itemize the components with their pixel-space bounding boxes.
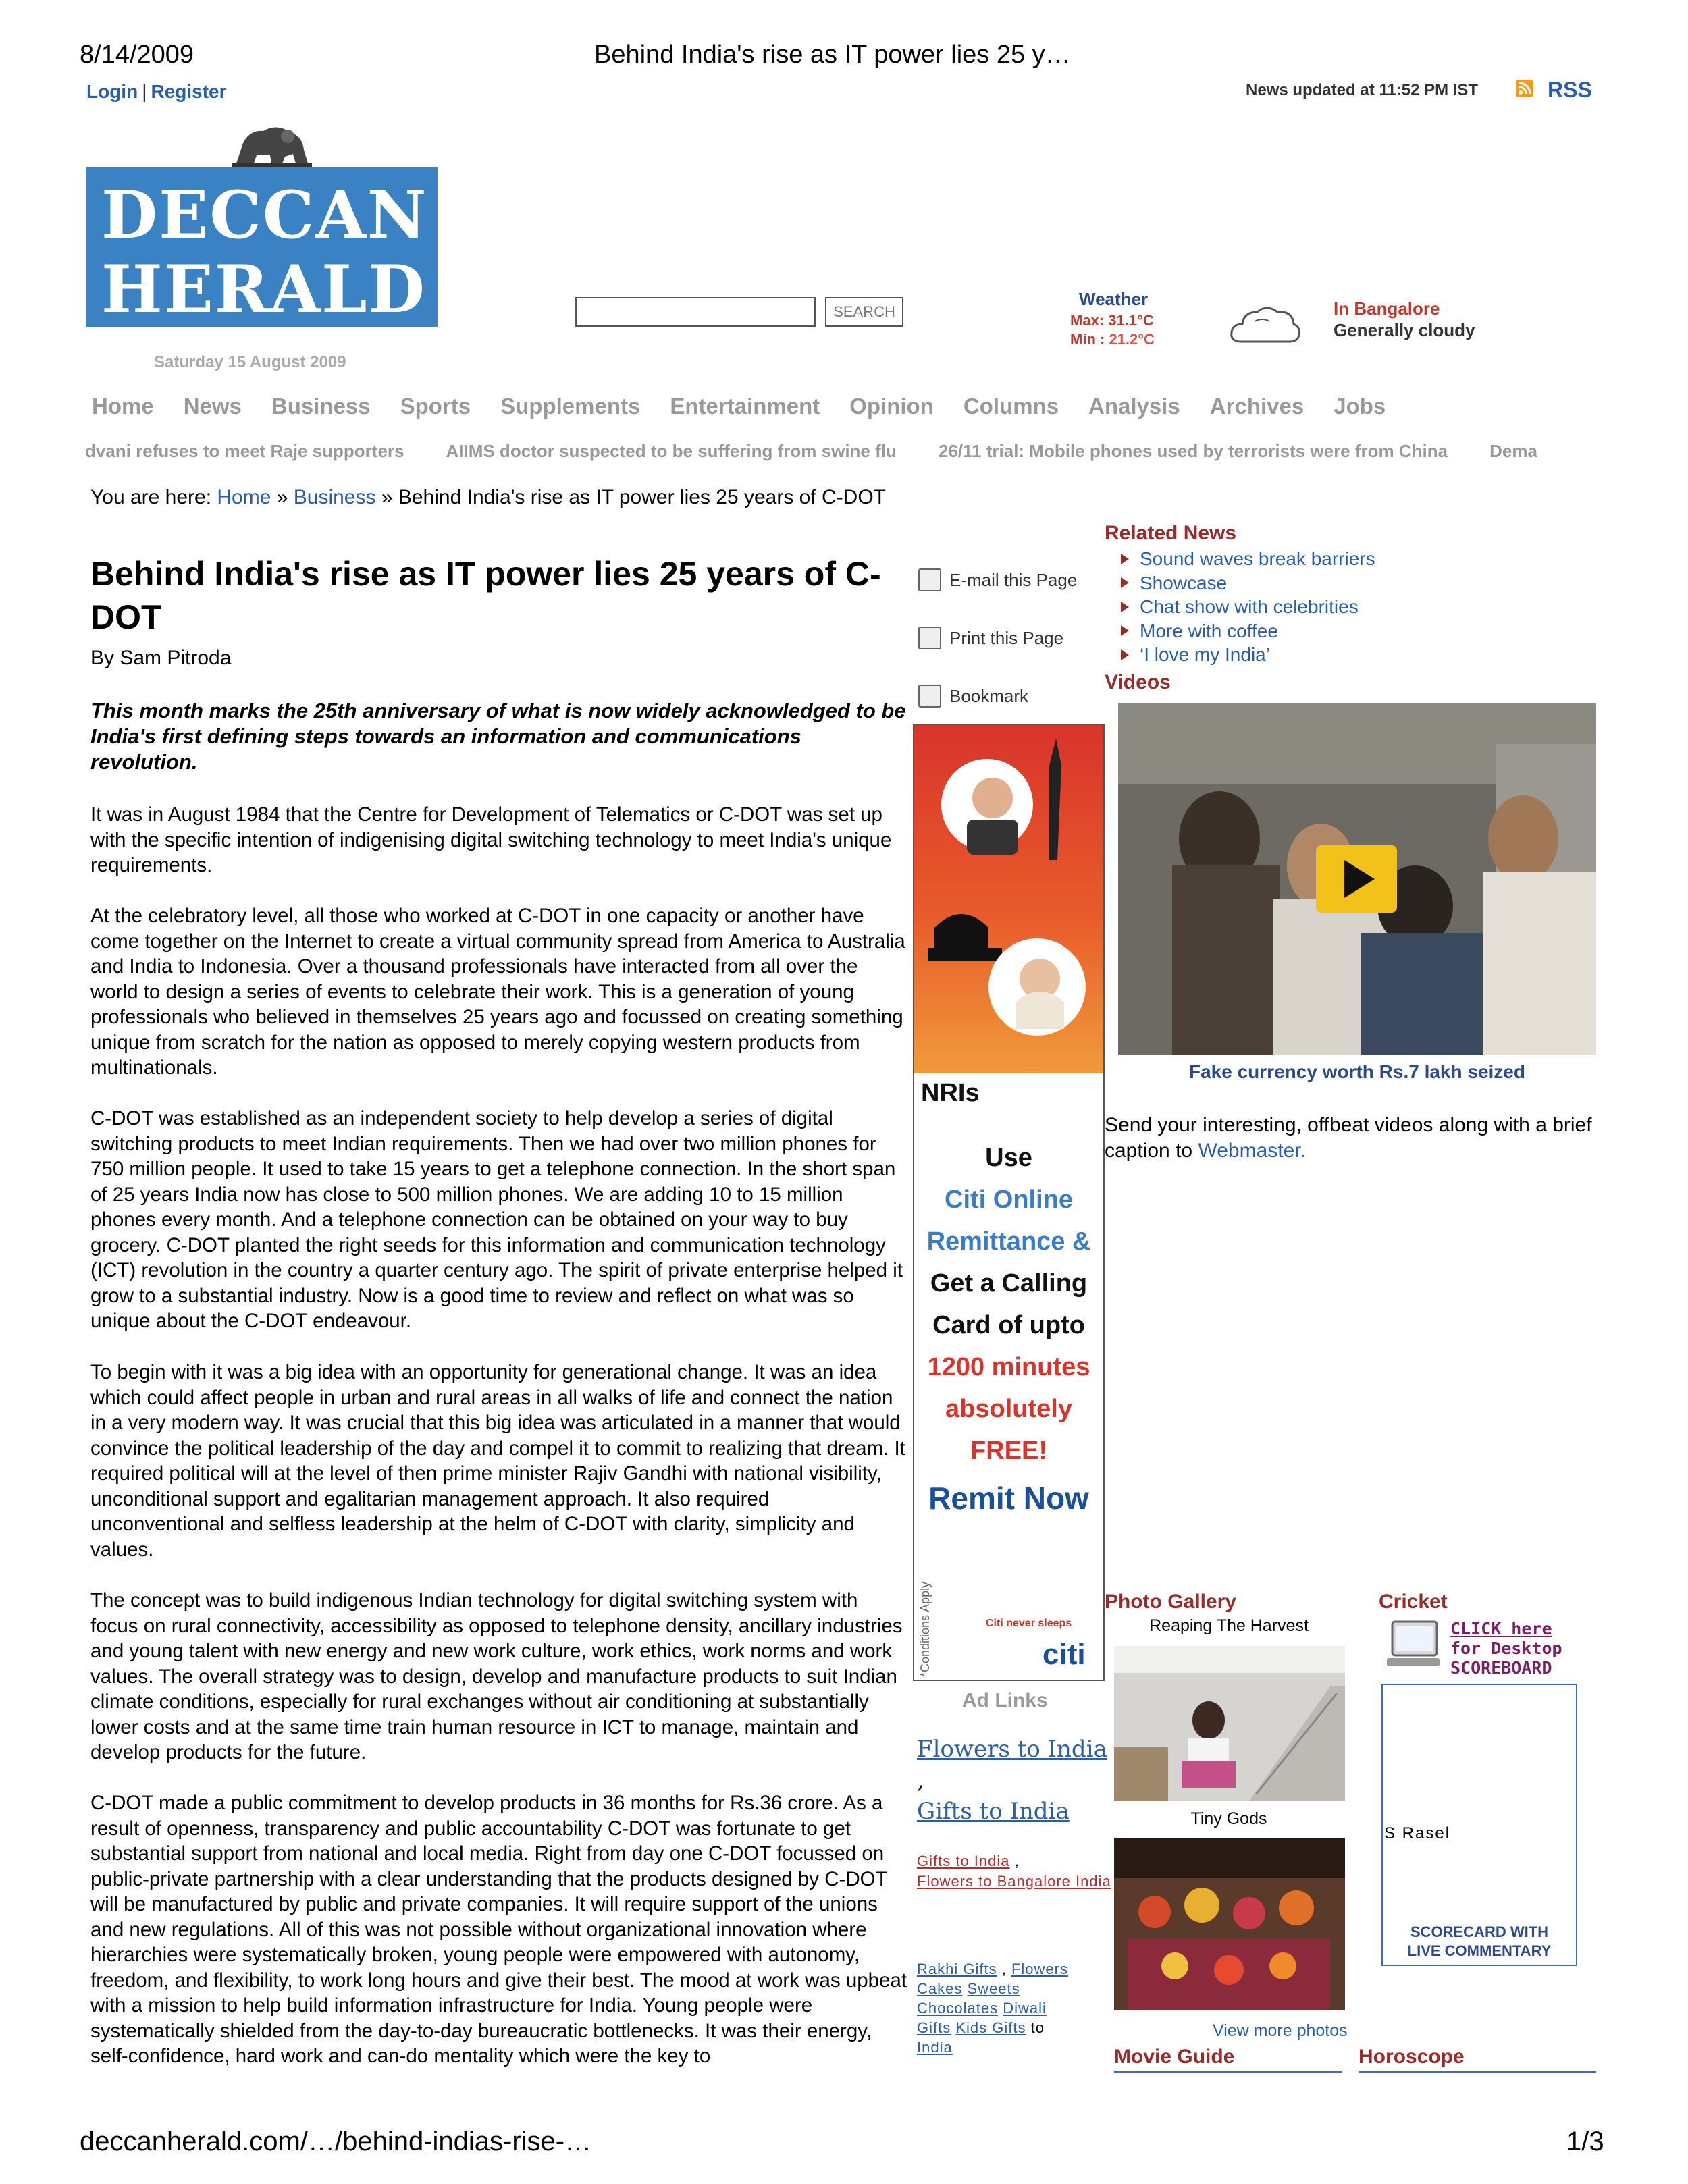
ad-link[interactable]: Gifts to India: [917, 1853, 1010, 1869]
citi-ad-banner[interactable]: [913, 724, 1105, 1681]
weather-desc: Generally cloudy: [1334, 320, 1475, 340]
nav-business[interactable]: Business: [271, 394, 371, 419]
movie-guide-title[interactable]: Movie Guide: [1114, 2046, 1235, 2068]
breadcrumb-business[interactable]: Business: [293, 486, 376, 508]
nav-sports[interactable]: Sports: [400, 394, 471, 419]
nav-archives[interactable]: Archives: [1209, 394, 1304, 419]
ad-links-group: Flowers to India , Gifts to India: [917, 1736, 1107, 1825]
related-news-item[interactable]: Chat show with celebrities: [1121, 595, 1375, 619]
ad-copy: Use Citi Online Remittance & Get a Calling Card of upto 1200 minutes absolutely FREE! Remit Now: [914, 1137, 1103, 1519]
weather-title: Weather: [1079, 289, 1149, 309]
webmaster-link[interactable]: Webmaster.: [1198, 1140, 1306, 1162]
email-icon: [918, 568, 941, 591]
arrow-icon: [1121, 649, 1129, 660]
arrow-icon: [1121, 554, 1129, 564]
weather-max: Max: 31.1°C: [1070, 312, 1154, 329]
related-news-item[interactable]: Sound waves break barriers: [1121, 547, 1375, 571]
news-ticker: [85, 441, 1607, 462]
weather-min: Min : 21.2°C: [1070, 331, 1155, 348]
article-paragraph: To begin with it was a big idea with an opportunity for generational change. It was an idea which could affect people in urban and rural areas in all walks of life and connect the nation in a very modern way. It was crucial that this big idea was articulated in a manner that would convince the political leadership of the day and compel it to commit to realizing that dream. It required political will at the level of then prime minister Rajiv Gandhi with national visibility, unconditional support and egalitarian management approach. It also required unconventional and selfless leadership at the helm of C-DOT with clarity, simplicity and values.: [90, 1361, 905, 1561]
cricket-player-name: S Rasel: [1384, 1824, 1451, 1842]
nav-analysis[interactable]: Analysis: [1088, 394, 1180, 419]
bookmark-button[interactable]: Bookmark: [918, 685, 1028, 708]
ad-links-group: Gifts to India , Flowers to Bangalore India: [917, 1853, 1111, 1890]
printer-icon: [918, 627, 941, 649]
videos-title: Videos: [1105, 671, 1171, 693]
article-byline: By Sam Pitroda: [90, 647, 232, 669]
divider: [1359, 2071, 1596, 2073]
nav-jobs[interactable]: Jobs: [1334, 394, 1386, 419]
remit-now-link[interactable]: Remit Now: [928, 1481, 1089, 1516]
ad-tagline: Citi never sleeps: [986, 1618, 1072, 1629]
desktop-scoreboard-link[interactable]: CLICK here for Desktop SCOREBOARD: [1450, 1619, 1562, 1678]
email-page-button[interactable]: E-mail this Page: [918, 568, 1077, 591]
logo-text-top: DECCAN: [101, 177, 428, 253]
ad-link[interactable]: Flowers to Bangalore India: [917, 1873, 1111, 1890]
related-news-item[interactable]: More with coffee: [1121, 619, 1375, 643]
ad-links-title: Ad Links: [962, 1689, 1048, 1711]
ad-link[interactable]: Diwali: [1003, 2000, 1047, 2017]
nav-supplements[interactable]: Supplements: [500, 394, 641, 419]
horoscope-title[interactable]: Horoscope: [1359, 2046, 1465, 2068]
nav-opinion[interactable]: Opinion: [849, 394, 934, 419]
news-updated: News updated at 11:52 PM IST: [1246, 81, 1479, 99]
ticker-item[interactable]: 26/11 trial: Mobile phones used by terrorists were from China: [938, 441, 1448, 461]
ad-illustration: [914, 725, 1103, 1073]
breadcrumb: You are here: Home » Business » Behind India's rise as IT power lies 25 years of C-DOT: [90, 486, 886, 508]
ad-link[interactable]: Rakhi Gifts: [917, 1961, 997, 1977]
gallery-photo[interactable]: [1114, 1646, 1345, 1801]
article-paragraph: C-DOT made a public commitment to develop products in 36 months for Rs.36 crore. As a result of openness, transparency and public accountability C-DOT was fortunate to get substantial support from national and local media. Right from day one C-DOT focussed on public-private partnership with a clear understanding that the products designed by C-DOT will be manufactured by public and private companies. It will require support of the unions and new regulations. All of this was not possible without organizational innovation where hierarchies were systematically broken, young people were empowered with autonomy, freedom, and flexibility, to work long hours and give their best. The mood at work was upbeat with a mission to help build information infrastructure for India. Young people were systematically shielded from the day-to-day bureaucratic bottlenecks. It was their energy, self-confidence, hard work and can-do mentality which were the key to: [90, 1792, 907, 2067]
ad-link[interactable]: Flowers to India: [917, 1736, 1107, 1763]
article-intro: This month marks the 25th anniversary of what is now widely acknowledged to be India's first defining steps towards an information and communications revolution.: [90, 699, 906, 774]
ad-link[interactable]: Kids Gifts: [955, 2019, 1026, 2036]
video-player[interactable]: [1118, 703, 1596, 1055]
ticker-item[interactable]: AIIMS doctor suspected to be suffering from swine flu: [446, 441, 897, 461]
breadcrumb-home[interactable]: Home: [217, 486, 271, 508]
ticker-item[interactable]: dvani refuses to meet Raje supporters: [85, 441, 404, 461]
ad-link[interactable]: Flowers: [1011, 1961, 1068, 1977]
breadcrumb-current: Behind India's rise as IT power lies 25 years of C-DOT: [398, 486, 886, 508]
ad-conditions: *Conditions Apply: [918, 1581, 932, 1677]
desktop-scoreboard-icon[interactable]: [1384, 1619, 1442, 1673]
related-news-list: [1121, 547, 1375, 667]
article-paragraph: The concept was to build indigenous Indian technology for digital switching system with focus on rural connectivity, accessibility as opposed to telephone density, ancillary industries and young talent with new energy and new work culture, work ethics, work norms and work values. The overall strategy was to design, develop and manufacture products to suit Indian climate conditions, especially for rural exchanges without air conditioning at substantially lower costs and at the same time train human resource in ICT to manage, maintain and develop products for the future.: [90, 1589, 903, 1763]
article-paragraph: C-DOT was established as an independent society to help develop a series of digital switching products to meet Indian requirements. Then we had over two million phones for 750 million people. It used to take 15 years to get a telephone connection. In the short span of 25 years India now has close to 500 million phones. We are adding 10 to 15 million phones every month. And a telephone connection can be obtained on your way to buy grocery. C-DOT planted the right seeds for this information and communication technology (ICT) revolution in the country a quarter century ago. The spirit of private enterprise helped it grow to a substantial industry. Now is a good time to review and reflect on what was so unique about the C-DOT endeavour.: [90, 1107, 903, 1332]
login-bar: Login | Register: [86, 81, 227, 102]
rss-icon[interactable]: [1516, 80, 1533, 97]
register-link[interactable]: Register: [151, 81, 227, 102]
nav-news[interactable]: News: [183, 394, 242, 419]
print-title: Behind India's rise as IT power lies 25 y…: [594, 41, 1071, 69]
ad-link[interactable]: Gifts to India: [917, 1798, 1070, 1825]
search-input[interactable]: [575, 297, 816, 327]
view-more-photos-link[interactable]: View more photos: [1213, 2021, 1348, 2040]
ticker-item[interactable]: Dema: [1489, 441, 1537, 461]
print-url: deccanherald.com/…/behind-indias-rise-…: [80, 2127, 592, 2156]
search-button[interactable]: SEARCH: [825, 297, 903, 327]
ad-link[interactable]: Sweets: [967, 1980, 1020, 1997]
nav-home[interactable]: Home: [92, 394, 154, 419]
article-paragraph: It was in August 1984 that the Centre for Development of Telematics or C-DOT was set up with the specific intention of indigenising digital switching technology to meet India's unique requirements.: [90, 803, 892, 876]
cricket-title: Cricket: [1379, 1591, 1448, 1613]
lion-emblem-icon: [223, 116, 317, 170]
photo-gallery-title: Photo Gallery: [1105, 1591, 1237, 1613]
print-date: 8/14/2009: [80, 41, 194, 69]
cloud-icon: [1228, 297, 1302, 351]
ad-headline: NRIs: [921, 1079, 980, 1107]
article-title: Behind India's rise as IT power lies 25 years of C-DOT: [90, 555, 881, 636]
weather-city: In Bangalore: [1334, 298, 1440, 319]
ad-link[interactable]: India: [917, 2039, 953, 2056]
ad-link[interactable]: Chocolates: [917, 2000, 999, 2017]
divider: [1114, 2071, 1342, 2073]
page-date: Saturday 15 August 2009: [154, 353, 346, 371]
related-news-title: Related News: [1105, 522, 1237, 544]
ad-links-group: Rakhi Gifts , Flowers Cakes Sweets Chocolates Diwali Gifts Kids Gifts to India: [917, 1961, 1068, 2056]
logo-text-bottom: HERALD: [101, 251, 426, 327]
main-nav: [92, 394, 1386, 419]
ad-link[interactable]: Cakes: [917, 1980, 963, 1997]
related-news-item[interactable]: Showcase: [1121, 571, 1375, 595]
live-commentary-link[interactable]: SCORECARD WITH LIVE COMMENTARY: [1407, 1923, 1552, 1959]
nav-columns[interactable]: Columns: [963, 394, 1059, 419]
nav-entertainment[interactable]: Entertainment: [670, 394, 820, 419]
article-paragraph: At the celebratory level, all those who worked at C-DOT in one capacity or another have come together on the Internet to create a virtual community spread from America to Australia and India to Indonesia. Over a thousand professionals have interacted from all over the world to design a series of events to celebrate their work. This is a generation of young professionals who believed in themselves 25 years ago and focussed on creating something unique from scratch for the nation as opposed to merely copying western products from multinationals.: [90, 905, 905, 1079]
photo-caption[interactable]: Tiny Gods: [1190, 1809, 1267, 1828]
login-link[interactable]: Login: [86, 81, 138, 102]
arrow-icon: [1121, 602, 1129, 612]
gallery-photo[interactable]: [1114, 1838, 1345, 2010]
bookmark-icon: [918, 685, 941, 708]
video-caption[interactable]: Fake currency worth Rs.7 lakh seized: [1189, 1061, 1525, 1082]
print-page-button[interactable]: Print this Page: [918, 627, 1063, 649]
arrow-icon: [1121, 625, 1129, 636]
photo-caption[interactable]: Reaping The Harvest: [1149, 1616, 1309, 1635]
citi-logo: citi: [1043, 1638, 1086, 1671]
related-news-item[interactable]: ‘I love my India’: [1121, 643, 1375, 667]
rss-link[interactable]: RSS: [1548, 78, 1592, 102]
video-submit-note: Send your interesting, offbeat videos along with a brief caption to Webmaster.: [1105, 1114, 1592, 1162]
ad-link[interactable]: Gifts: [917, 2019, 951, 2036]
print-page-number: 1/3: [1566, 2127, 1604, 2156]
arrow-icon: [1121, 577, 1129, 588]
